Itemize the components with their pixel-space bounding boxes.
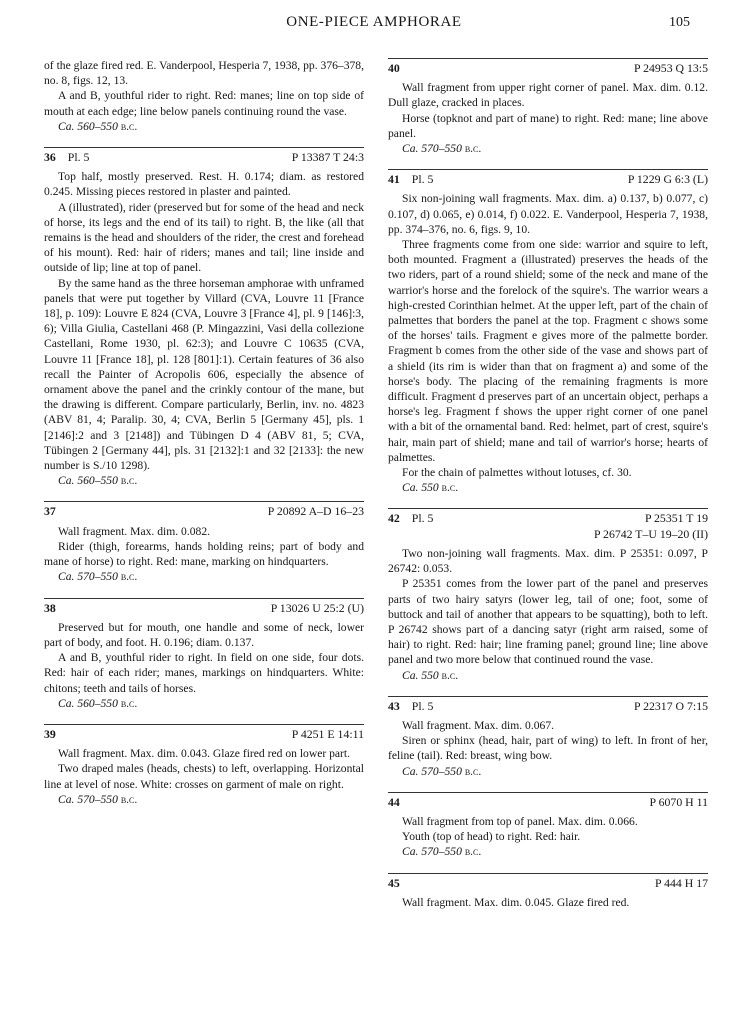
inventory-number: P 1229 G 6:3 (L) xyxy=(627,172,708,187)
entry-heading xyxy=(44,724,364,742)
page-number: 105 xyxy=(669,15,690,30)
entry-date: Ca. 560–550 b.c. xyxy=(58,474,138,488)
inventory-number: P 6070 H 11 xyxy=(649,794,708,809)
entry-date: Ca. 570–550 b.c. xyxy=(58,792,138,806)
entry-heading xyxy=(388,58,708,76)
entry-number: 36 xyxy=(44,150,56,165)
entry-paragraph: Two draped males (heads, chests) to left, overlapping. Horizontal line at level of nose. White: crosses on garment of male on right. xyxy=(44,762,364,791)
entry-paragraph: Preserved but for mouth, one handle and some of neck, lower part of body, and foot. H. 0.196; diam. 0.137. xyxy=(44,620,364,649)
entry-heading xyxy=(388,792,708,810)
catalog-entry-41 xyxy=(388,169,708,495)
catalog-entry-45 xyxy=(388,873,708,910)
inventory-number: P 20892 A–D 16–23 xyxy=(267,504,364,519)
inventory-number: P 24953 Q 13:5 xyxy=(634,61,708,75)
entry-number: 45 xyxy=(388,875,400,890)
page-title: ONE-PIECE AMPHORAE xyxy=(286,14,462,30)
entry-number: 38 xyxy=(44,600,56,615)
entry-heading xyxy=(388,508,708,541)
entry-heading xyxy=(44,598,364,616)
entry-number: 40 xyxy=(388,61,400,75)
entry-number: 37 xyxy=(44,504,56,519)
entry-paragraph: Wall fragment from upper right corner of panel. Max. dim. 0.12. Dull glaze, cracked in places. xyxy=(388,81,708,110)
entry-paragraph: Siren or sphinx (head, hair, part of wing) to left. In front of her, feline (tail). Red: breast, wing bow. xyxy=(388,734,708,763)
catalog-entry-40 xyxy=(388,58,708,156)
entry-paragraph: Youth (top of head) to right. Red: hair. xyxy=(402,830,581,844)
intro-citation: of the glaze fired red. E. Vanderpool, Hesperia 7, 1938, pp. 376–378, no. 8, figs. 12, 13. xyxy=(44,59,364,88)
catalog-entry-43 xyxy=(388,696,708,779)
inventory-number: P 22317 O 7:15 xyxy=(634,698,708,713)
entry-paragraph: Wall fragment. Max. dim. 0.043. Glaze fired red on lower part. xyxy=(58,747,351,761)
entry-date: Ca. 570–550 b.c. xyxy=(402,764,482,778)
entry-number: 39 xyxy=(44,726,56,741)
entry-paragraph: Wall fragment. Max. dim. 0.045. Glaze fired red. xyxy=(402,895,630,909)
entry-number: 42 xyxy=(388,511,400,526)
entry-paragraph: P 25351 comes from the lower part of the panel and preserves parts of two hairy satyrs (lower leg, tail of one; foot, some of buttock and tail of another that appears to be squatting), both to left. P 26742 shows part of a dancing satyr (right arm raised, some of hair) to right. Red: hair; line framing panel; ground line; line above panel and two more below that continued round the vase. xyxy=(388,577,708,667)
entry-paragraph: A (illustrated), rider (preserved but for some of the head and neck of horse, its legs and the end of its tail) to right. B, the like (all that remains is the head and shoulders of the rider, the crest and forehead of his mount). Red: hair of riders; manes and tail; line inside and outside of lip; line at top of panel. xyxy=(44,200,364,275)
catalog-entry-38 xyxy=(44,598,364,711)
entry-number: 44 xyxy=(388,794,400,809)
entry-paragraph: Wall fragment. Max. dim. 0.067. xyxy=(402,718,555,732)
entry-paragraph: Top half, mostly preserved. Rest. H. 0.174; diam. as restored 0.245. Missing pieces restored in plaster and painted. xyxy=(44,170,364,199)
plate-ref: Pl. 5 xyxy=(411,698,434,713)
inventory-number: P 25351 T 19 xyxy=(644,511,708,526)
entry-heading xyxy=(388,873,708,891)
entry-date: Ca. 550 b.c. xyxy=(402,668,459,682)
inventory-number: P 13387 T 24:3 xyxy=(291,150,364,165)
plate-ref: Pl. 5 xyxy=(411,172,434,187)
entry-paragraph: Horse (topknot and part of mane) to right. Red: mane; line above panel. xyxy=(388,111,708,140)
right-column xyxy=(388,58,708,910)
entry-heading xyxy=(44,501,364,519)
entry-heading xyxy=(388,169,708,187)
entry-paragraph: By the same hand as the three horseman amphorae with unframed panels that were put together by Villard (CVA, Louvre 11 [France 18], p. 109): Louvre E 824 (CVA, Louvre 3 [France 4], pl. 9 [146]:3, 6); Villa Giulia, Castellani 468 (P. Mingazzini, Vasi della collezione Castellani, Rome 1930, pl. 62:3); and Louvre C 10635 (CVA, Louvre 11 [France 18], pl. 128 [801]:1). Certain features of 36 also recall the Painter of Acropolis 606, especially the absence of ornament above the panel and the crinkly contour of the mane, but the drawing is different. Compare particularly, Berlin, inv. no. 4823 (ABV 81, 4; Paralip. 30, 4; CVA, Berlin 5 [Germany 45], pls. 1 [2146]:2 and 3 [2148]) and Tübingen D 4 (ABV 81, 5; CVA, Tübingen 2 [Germany 44], pls. 31 [2132]:1 and 32 [2133]: the new number is S./10 1298). xyxy=(44,276,364,473)
entry-number: 41 xyxy=(388,172,400,187)
running-header xyxy=(0,14,748,36)
entry-paragraph: Wall fragment. Max. dim. 0.082. xyxy=(58,524,211,538)
entry-date: Ca. 570–550 b.c. xyxy=(402,845,482,859)
entry-heading xyxy=(388,696,708,714)
entry-paragraph: A and B, youthful rider to right. In field on one side, four dots. Red: hair of each rider; manes, markings on hindquarters. White: chitons; teeth and tails of horses. xyxy=(44,651,364,695)
catalog-entry-42 xyxy=(388,508,708,682)
entry-heading xyxy=(44,147,364,165)
catalog-entry-36 xyxy=(44,147,364,488)
inventory-number: P 4251 E 14:11 xyxy=(291,726,364,741)
entry-paragraph: For the chain of palmettes without lotuses, cf. 30. xyxy=(402,466,632,480)
entry-date: Ca. 550 b.c. xyxy=(402,481,459,495)
entry-number: 43 xyxy=(388,698,400,713)
entry-paragraph: Two non-joining wall fragments. Max. dim. P 25351: 0.097, P 26742: 0.053. xyxy=(388,546,708,576)
intro-date: Ca. 560–550 b.c. xyxy=(58,119,138,133)
entry-date: Ca. 570–550 b.c. xyxy=(402,142,482,156)
entry-paragraph: Three fragments come from one side: warrior and squire to left, both mounted. Fragment a (illustrated) preserves the heads of the two riders, part of a round shield; some of the neck and mane of the warrior's horse and the forelock of the squire's. The warrior wears a high-crested Corinthian helmet. At the upper left, part of the chain of palmettes that borders the panel at the top. Fragment c shows some of the horses' tails. Fragment e gives more of the palmette border. Fragment b comes from the other side of the vase and shows part of a shield (its rim is wider than that on fragment a) and some of the horse's body. The placing of the remaining fragments is more difficult. Fragment d preserves part of an uncertain object, perhaps a horse's leg. Fragment f shows the upper right corner of one panel with a bit of the ornamental band. Red: helmet, part of crest, squire's hair, main part of shield; mane and tail of warrior's horse; hearts of palmettes. xyxy=(388,238,708,464)
inventory-number: P 444 H 17 xyxy=(655,875,708,890)
entry-paragraph: Six non-joining wall fragments. Max. dim. a) 0.137, b) 0.077, c) 0.107, d) 0.065, e) 0.014, f) 0.022. E. Vanderpool, Hesperia 7, 1938, pp. 374–376, no. 6, figs. 9, 10. xyxy=(388,192,708,236)
catalog-entry-39 xyxy=(44,724,364,807)
inventory-number: P 13026 U 25:2 (U) xyxy=(270,600,364,615)
plate-ref: Pl. 5 xyxy=(411,511,434,526)
entry-paragraph: Wall fragment from top of panel. Max. dim. 0.066. xyxy=(402,814,638,828)
entry-paragraph: Rider (thigh, forearms, hands holding reins; part of body and mane of horse) to right. Red: mane, marking on hindquarters. xyxy=(44,539,364,569)
left-column xyxy=(44,58,364,807)
intro-description: A and B, youthful rider to right. Red: manes; line on top side of mouth at each edge; line below panels continuing round the vase. xyxy=(44,89,364,118)
entry-date: Ca. 560–550 b.c. xyxy=(58,696,138,710)
entry-date: Ca. 570–550 b.c. xyxy=(58,570,138,584)
catalog-entry-44 xyxy=(388,792,708,860)
plate-ref: Pl. 5 xyxy=(67,150,90,165)
inventory-number: P 26742 T–U 19–20 (II) xyxy=(593,526,708,541)
catalog-entry-37 xyxy=(44,501,364,584)
